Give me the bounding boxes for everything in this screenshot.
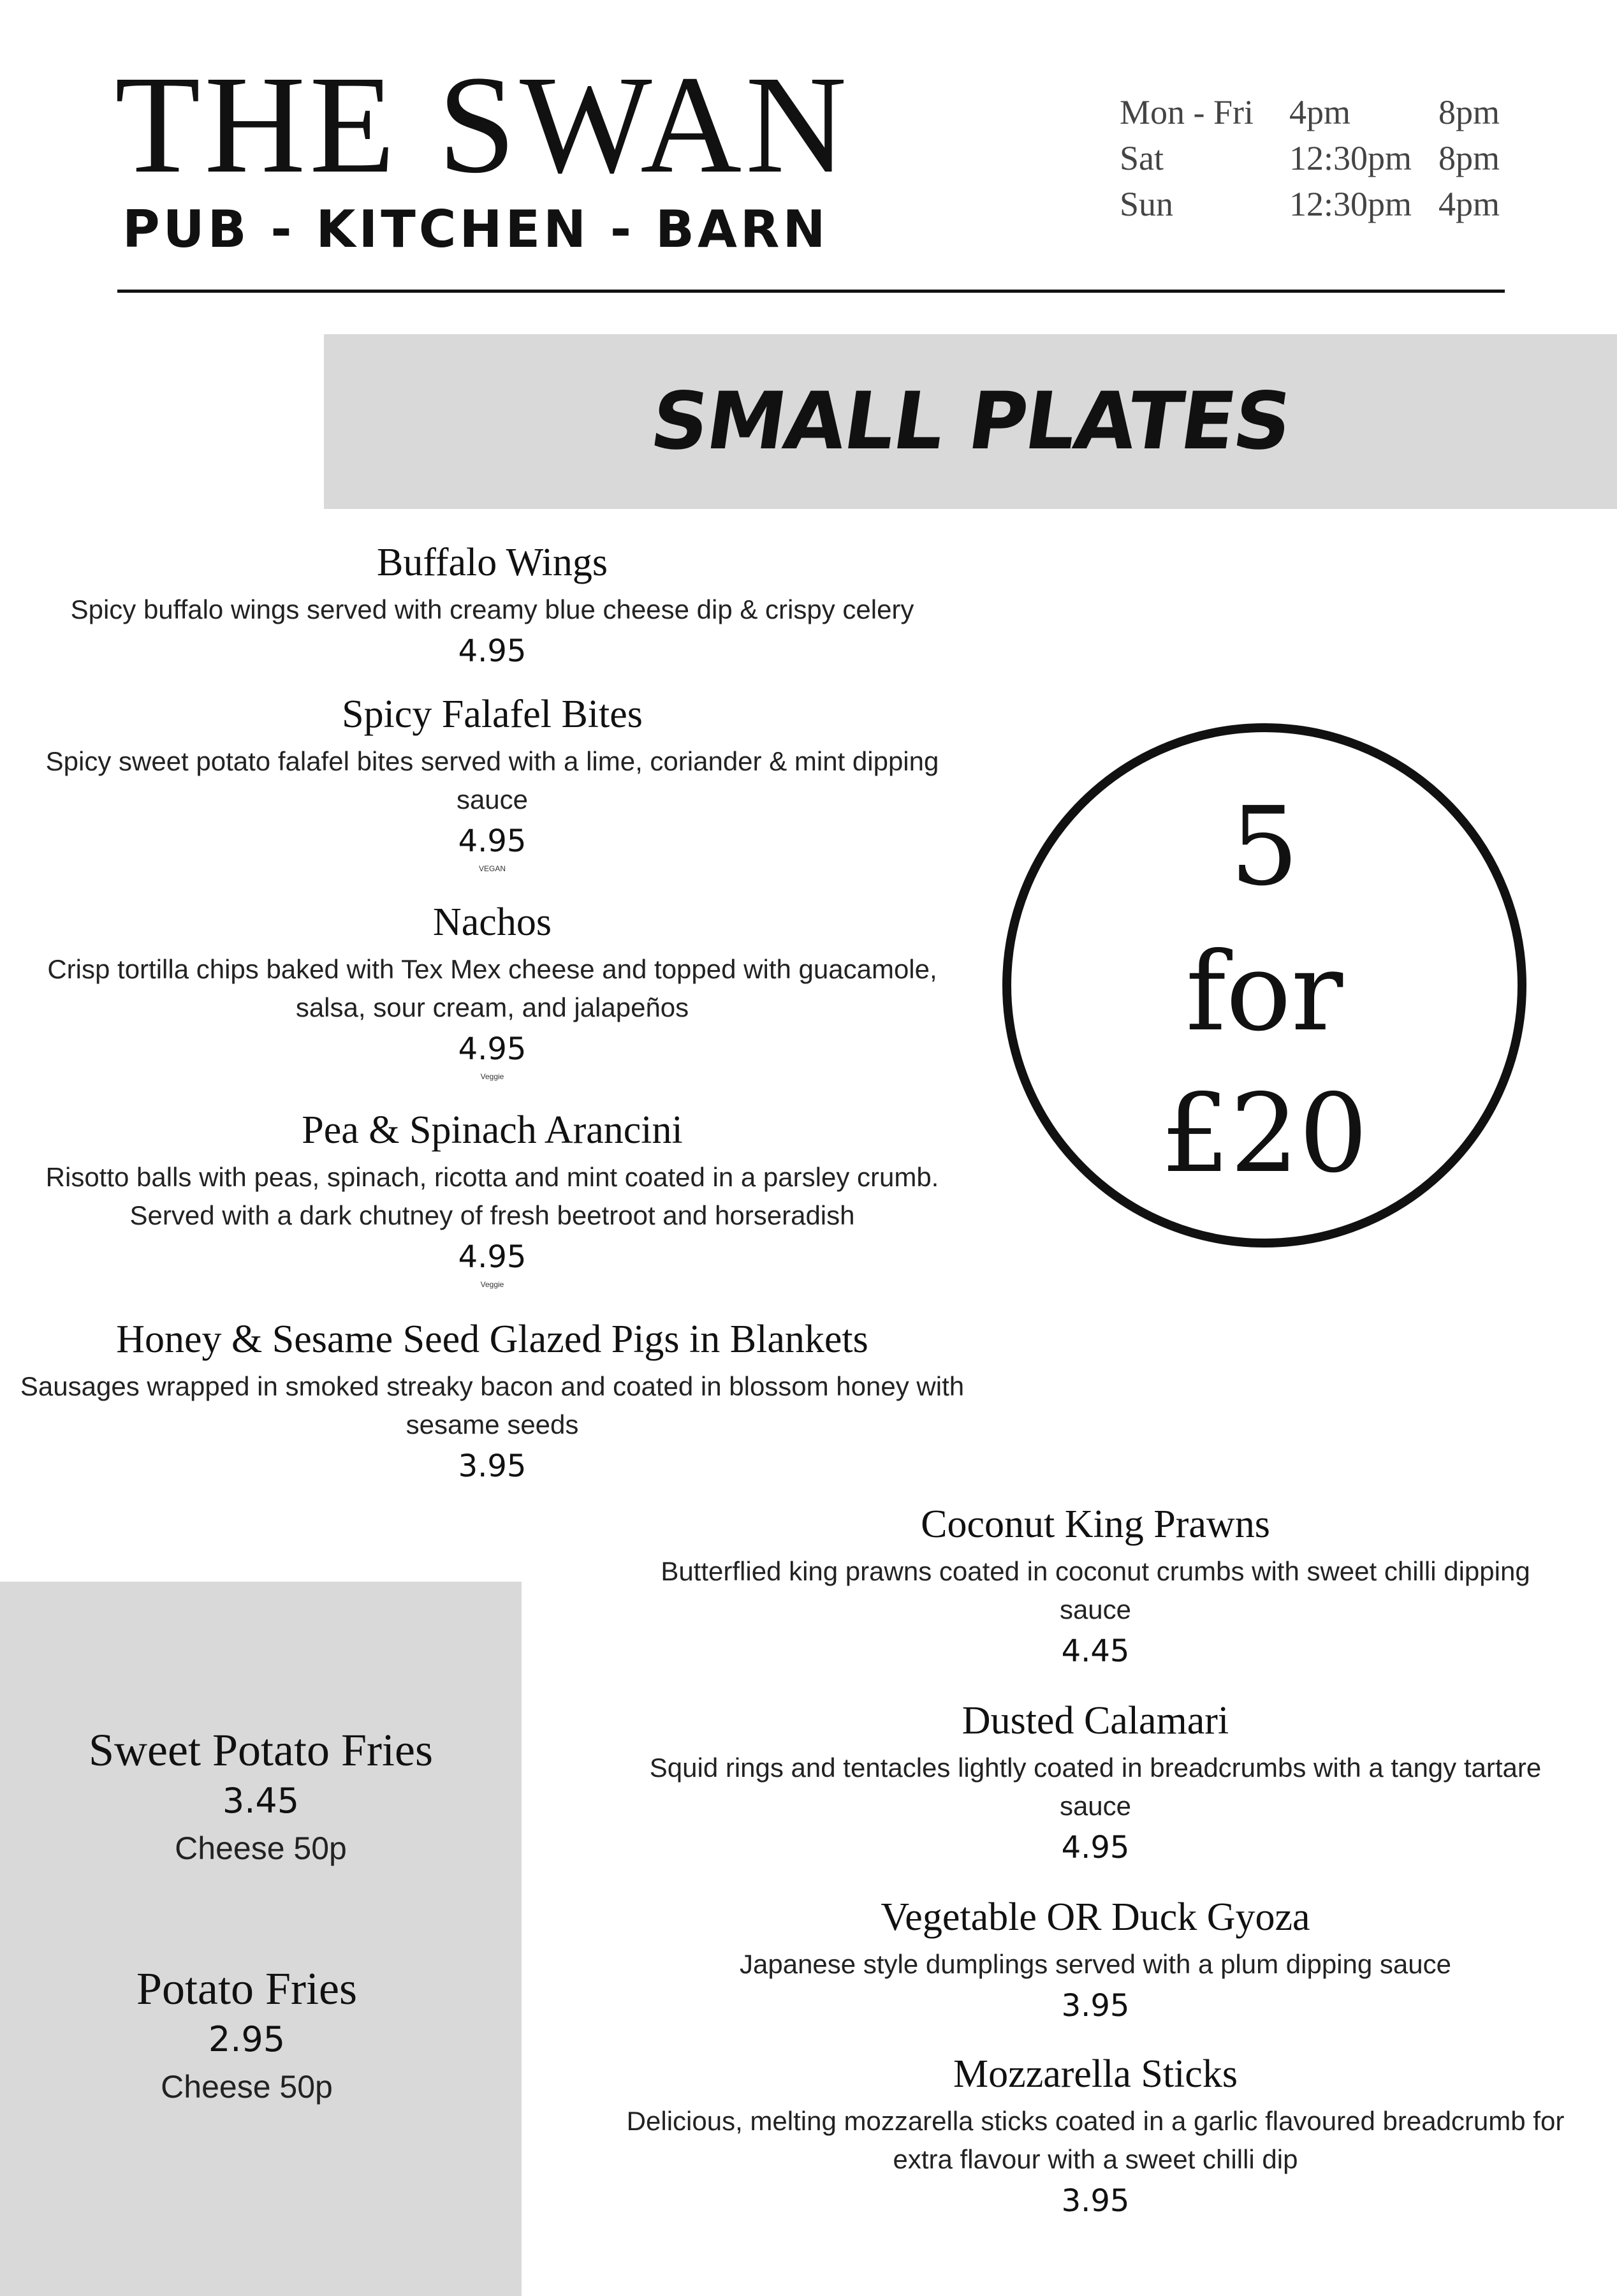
dietary-tag: VEGAN [478, 864, 506, 873]
menu-item [19, 1107, 965, 1290]
item-price: 4.95 [458, 633, 527, 669]
item-price: 3.95 [458, 1448, 527, 1484]
menu-item [19, 540, 965, 671]
item-description: Delicious, melting mozzarella sticks coated in a garlic flavoured breadcrumb for extra flavour with a sweet chilli dip [626, 2106, 1565, 2174]
item-price: 4.95 [458, 823, 527, 859]
side-price: 3.45 [222, 1781, 300, 1821]
item-name: Coconut King Prawns [921, 1503, 1270, 1546]
item-description: Spicy sweet potato falafel bites served with a lime, coriander & mint dipping sauce [45, 746, 939, 814]
sides-panel [0, 1582, 522, 2296]
side-extra: Cheese 50p [161, 2069, 333, 2105]
item-description: Squid rings and tentacles lightly coated in breadcrumbs with a tangy tartare sauce [649, 1753, 1542, 1821]
offer-badge [1002, 723, 1526, 1247]
item-name: Buffalo Wings [376, 541, 608, 584]
item-name: Nachos [433, 901, 552, 944]
hours-close: 4pm [1438, 185, 1500, 223]
opening-hours [1120, 89, 1515, 227]
hours-row-weekday [1120, 89, 1515, 135]
menu-item [612, 1894, 1579, 2026]
item-price: 4.45 [1061, 1633, 1130, 1669]
item-name: Spicy Falafel Bites [342, 693, 643, 736]
menu-item [19, 1316, 965, 1486]
menu-item [612, 1501, 1579, 1671]
hours-row-saturday [1120, 135, 1515, 181]
item-description: Sausages wrapped in smoked streaky bacon and coated in blossom honey with sesame seeds [20, 1371, 965, 1439]
hours-open: 12:30pm [1289, 185, 1412, 223]
item-price: 3.95 [1061, 2183, 1130, 2219]
menu-item [612, 1698, 1579, 1867]
menu-item [19, 691, 965, 874]
side-extra: Cheese 50p [175, 1830, 347, 1866]
dietary-tag: Veggie [480, 1280, 504, 1289]
item-name: Dusted Calamari [962, 1699, 1229, 1742]
item-price: 4.95 [1061, 1830, 1130, 1866]
item-description: Japanese style dumplings served with a plum dipping sauce [740, 1949, 1451, 1979]
hours-close: 8pm [1438, 139, 1500, 177]
offer-price: £20 [1160, 1071, 1368, 1197]
item-name: Pea & Spinach Arancini [302, 1108, 683, 1152]
hours-days: Mon - Fri [1120, 93, 1254, 131]
hours-open: 4pm [1289, 93, 1351, 131]
item-name: Mozzarella Sticks [953, 2052, 1238, 2096]
item-price: 3.95 [1061, 1988, 1130, 2024]
item-description: Crisp tortilla chips baked with Tex Mex cheese and topped with guacamole, salsa, sour cream, and jalapeños [47, 954, 937, 1022]
hours-close: 8pm [1438, 93, 1500, 131]
hours-days: Sat [1120, 139, 1164, 177]
item-description: Butterflied king prawns coated in coconut crumbs with sweet chilli dipping sauce [661, 1556, 1530, 1624]
offer-count: 5 [1229, 784, 1299, 910]
hours-row-sunday [1120, 181, 1515, 227]
menu-item [19, 899, 965, 1082]
side-item [0, 1962, 508, 2110]
menu-item [612, 2051, 1579, 2221]
restaurant-tagline: PUB - KITCHEN - BARN [122, 200, 829, 259]
item-description: Spicy buffalo wings served with creamy blue cheese dip & crispy celery [70, 594, 914, 624]
item-price: 4.95 [458, 1031, 527, 1067]
hours-days: Sun [1120, 185, 1174, 223]
side-name: Potato Fries [136, 1963, 357, 2014]
offer-for: for [1185, 929, 1343, 1056]
side-name: Sweet Potato Fries [89, 1725, 433, 1776]
header-divider [117, 290, 1505, 293]
side-item [0, 1723, 522, 1871]
hours-open: 12:30pm [1289, 139, 1412, 177]
section-title: SMALL PLATES [645, 376, 1296, 467]
item-name: Vegetable OR Duck Gyoza [881, 1895, 1310, 1939]
item-price: 4.95 [458, 1239, 527, 1275]
item-name: Honey & Sesame Seed Glazed Pigs in Blankets [116, 1318, 868, 1361]
restaurant-name: THE SWAN [115, 47, 851, 202]
section-banner [324, 334, 1617, 509]
item-description: Risotto balls with peas, spinach, ricotta and mint coated in a parsley crumb. Served with a dark chutney of fresh beetroot and horseradish [45, 1162, 939, 1230]
dietary-tag: Veggie [480, 1072, 504, 1081]
side-price: 2.95 [208, 2019, 286, 2059]
